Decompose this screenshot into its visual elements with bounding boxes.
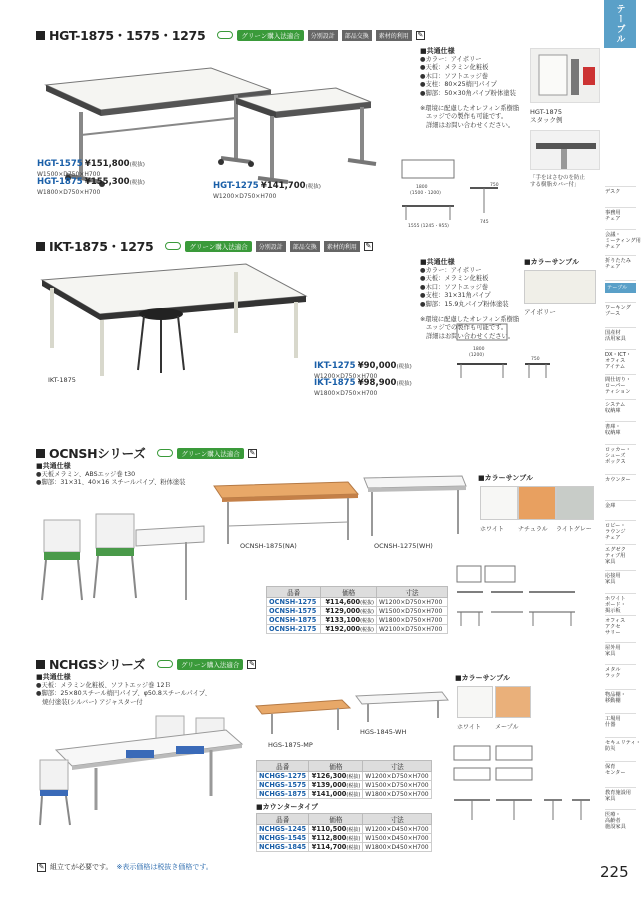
price-value: ¥98,900 xyxy=(357,378,397,388)
sidebar-item[interactable]: 工場用 什器 xyxy=(605,716,621,728)
nchgs-table-drawings xyxy=(252,690,452,740)
wrench-icon: ✎ xyxy=(249,659,255,668)
sidebar-divider xyxy=(605,255,636,256)
model-cell: NCHGS-1275 xyxy=(257,772,309,781)
eco-mark-icon xyxy=(157,449,173,457)
col-header: 価格 xyxy=(321,587,377,598)
section-title: OCNSHシリーズ xyxy=(49,446,146,461)
page-number: 225 xyxy=(600,863,629,881)
col-header: 品番 xyxy=(257,814,309,825)
sidebar-item[interactable]: デスク xyxy=(605,189,621,195)
size-text: W1200×D750×H700 xyxy=(213,193,277,200)
sidebar-item[interactable]: 屋外用 家具 xyxy=(605,645,621,657)
footer-note xyxy=(37,862,213,872)
tax-label: (税抜) xyxy=(129,162,145,168)
model-number: HGT-1275 xyxy=(213,181,259,191)
table-row xyxy=(257,834,432,843)
spec-ocnsh xyxy=(36,462,185,488)
note-line: エッジでの製作も可能です。 xyxy=(426,324,508,332)
green-badge: グリーン購入法適合 xyxy=(237,30,303,41)
table-row xyxy=(257,772,432,781)
spec-line: 焼付塗装(シルバー) アジャスター付 xyxy=(36,698,143,706)
price-value: ¥151,800 xyxy=(84,159,130,169)
sidebar-item[interactable]: 金庫 xyxy=(605,503,616,509)
svg-text:745: 745 xyxy=(480,220,489,225)
square-icon xyxy=(36,242,45,251)
spec-line: ●カラー：アイボリー xyxy=(420,266,482,274)
wrench-icon: ✎ xyxy=(365,241,372,250)
tax-note: ※表示価格は税抜き価格です。 xyxy=(116,863,213,871)
counter-type-title: ■カウンタータイプ xyxy=(256,803,318,811)
svg-text:1555 (1245・955): 1555 (1245・955) xyxy=(408,224,449,229)
color-swatch-natural xyxy=(518,486,556,520)
color-swatch-lightgray xyxy=(556,486,594,520)
table-row xyxy=(257,825,432,834)
sidebar-item[interactable]: ホワイト ボード・ 掲示板 xyxy=(605,596,626,614)
price-hgt-1275 xyxy=(213,182,321,201)
spec-line: ●脚部：50×30角パイプ粉体塗装 xyxy=(420,89,516,97)
table-row xyxy=(257,781,432,790)
spec-line: ●天板：メラミン化粧板 xyxy=(420,64,489,72)
sidebar-divider xyxy=(605,349,636,350)
price-value: ¥155,300 xyxy=(84,177,130,187)
sidebar-divider xyxy=(605,207,636,208)
spec-title: ■共通仕様 xyxy=(420,258,455,266)
color-label: ホワイト xyxy=(480,526,504,533)
ikt-caption: IKT-1875 xyxy=(48,376,76,384)
sidebar-item[interactable]: 書庫・ 収納庫 xyxy=(605,424,621,436)
tag-badge: 素材的利用 xyxy=(376,30,412,41)
assembly-note: 組立てが必要です。 xyxy=(50,863,113,871)
color-swatch-white xyxy=(480,486,518,520)
price-table-nchgs xyxy=(256,760,432,799)
sidebar-item[interactable]: セキュリティ・ 防災 xyxy=(605,740,641,752)
model-cell: OCNSH-1275 xyxy=(267,598,321,607)
size-cell: W1500×D450×H700 xyxy=(363,834,432,843)
hand-guard-caption: 「手をはさむのを防止 する樹脂カバー付」 xyxy=(530,175,586,188)
price-cell: ¥192,000(税抜) xyxy=(321,625,377,634)
table-row xyxy=(267,625,448,634)
note-line: ※環境に配慮したオレフィン系樹脂 xyxy=(420,104,520,112)
sidebar-item[interactable]: エグゼク ティブ用 家具 xyxy=(605,547,626,565)
stack-photo xyxy=(530,48,600,103)
counter-title xyxy=(256,803,318,812)
sidebar-divider xyxy=(605,520,636,521)
sidebar-divider xyxy=(605,544,636,545)
color-sample-nchgs xyxy=(455,674,510,683)
size-text: W1200×D750×H700 xyxy=(314,373,378,380)
tax-label: (税抜) xyxy=(305,184,321,190)
sidebar-divider xyxy=(605,327,636,328)
sidebar-divider xyxy=(605,642,636,643)
model-number: HGT-1875 xyxy=(37,177,83,187)
table-row xyxy=(267,607,448,616)
sidebar-divider xyxy=(605,593,636,594)
sidebar-item[interactable]: 間仕切り・ ローパー ティション xyxy=(605,377,631,395)
sidebar-divider xyxy=(605,444,636,445)
sidebar-divider xyxy=(605,737,636,738)
tax-label: (税抜) xyxy=(396,381,412,387)
price-cell: ¥129,000(税抜) xyxy=(321,607,377,616)
spec-title: ■共通仕様 xyxy=(36,462,71,470)
sidebar-tab[interactable] xyxy=(604,0,636,48)
sidebar-item[interactable]: メタル ラック xyxy=(605,667,621,679)
sidebar-divider xyxy=(605,570,636,571)
spec-line: ●天板メラミン、ABSエッジ巻 t30 xyxy=(36,470,136,478)
sidebar-item[interactable]: 保育 センター xyxy=(605,764,626,776)
price-value: ¥90,000 xyxy=(357,361,397,371)
spec-line: ●カラー：アイボリー xyxy=(420,55,482,63)
sidebar-divider xyxy=(605,186,636,187)
tag-badge: 分別設計 xyxy=(256,241,286,252)
sidebar-item[interactable]: 折りたたみ チェア xyxy=(605,258,631,270)
nchgs-caption-2: HGS-1845-WH xyxy=(360,728,407,736)
size-cell: W1500×D750×H700 xyxy=(377,607,448,616)
note-line: エッジでの製作も可能です。 xyxy=(426,113,508,121)
note-line: 詳細はお問い合わせください。 xyxy=(426,121,515,129)
col-header: 価格 xyxy=(309,814,363,825)
sidebar-divider xyxy=(605,229,636,230)
tax-label: (税抜) xyxy=(396,364,412,370)
model-cell: NCHGS-1575 xyxy=(257,781,309,790)
ocnsh-caption-2: OCNSH-1275(WH) xyxy=(374,542,433,550)
sidebar-item[interactable]: ロッカー・ シューズ ボックス xyxy=(605,447,631,465)
spec-line: ●脚部：15.9丸パイプ粉体塗装 xyxy=(420,300,509,308)
table-row xyxy=(267,598,448,607)
sidebar-divider xyxy=(605,809,636,810)
spec-title: ■共通仕様 xyxy=(420,47,455,55)
sidebar-divider xyxy=(605,664,636,665)
eco-mark-icon xyxy=(165,242,181,250)
sidebar-item[interactable]: システム 収納庫 xyxy=(605,402,626,414)
color-label: ライトグレー xyxy=(556,526,592,533)
size-cell: W1200×D750×H700 xyxy=(377,598,448,607)
spec-line: ●支柱：80×25楕円パイプ xyxy=(420,81,497,89)
sidebar-item[interactable]: DX・ICT・ オフィス アイテム xyxy=(605,352,632,370)
ocnsh-caption-1: OCNSH-1875(NA) xyxy=(240,542,297,550)
wrench-icon: ✎ xyxy=(249,448,256,457)
model-cell: OCNSH-2175 xyxy=(267,625,321,634)
price-cell: ¥139,000(税抜) xyxy=(309,781,363,790)
section-header-nchgs xyxy=(36,655,256,673)
spec-line: ●天板：メラミン化粧板 xyxy=(420,275,489,283)
green-badge: グリーン購入法適合 xyxy=(177,659,243,670)
square-icon xyxy=(36,449,45,458)
size-text: W1800×D750×H700 xyxy=(314,390,378,397)
color-label: アイボリー xyxy=(524,308,556,316)
price-cell: ¥141,000(税抜) xyxy=(309,790,363,799)
price-cell: ¥126,300(税抜) xyxy=(309,772,363,781)
nchgs-illustration xyxy=(36,710,246,830)
sidebar-divider xyxy=(605,399,636,400)
table-row xyxy=(267,616,448,625)
size-cell: W1800×D750×H700 xyxy=(363,790,432,799)
price-cell: ¥110,500(税抜) xyxy=(309,825,363,834)
price-table-ocnsh xyxy=(266,586,448,634)
model-number: IKT-1275 xyxy=(314,361,356,371)
ikt-dimension-drawing xyxy=(455,322,565,382)
section-title: IKT-1875・1275 xyxy=(49,239,154,254)
sidebar-item[interactable]: 会議・ ミーティング用 チェア xyxy=(605,232,641,250)
price-cell: ¥114,600(税抜) xyxy=(321,598,377,607)
size-text: W1800×D750×H700 xyxy=(37,189,101,196)
sidebar-divider xyxy=(605,421,636,422)
nchgs-dimension-drawing xyxy=(452,742,600,832)
sidebar-divider xyxy=(605,374,636,375)
hand-guard-photo xyxy=(530,130,600,170)
ocnsh-chair-illustration xyxy=(36,500,206,610)
wrench-icon: ✎ xyxy=(38,862,45,871)
color-label: ナチュラル xyxy=(518,526,548,533)
hgt-dimension-drawing xyxy=(398,158,528,230)
sidebar-item[interactable]: 国産材 活用家具 xyxy=(605,330,626,342)
color-sample-ocnsh xyxy=(478,474,533,483)
ocnsh-dimension-drawing xyxy=(455,562,595,638)
sidebar-item[interactable]: 教育施設用 家具 xyxy=(605,790,631,802)
col-header: 寸法 xyxy=(363,814,432,825)
green-badge: グリーン購入法適合 xyxy=(185,241,251,252)
sidebar-divider xyxy=(605,713,636,714)
price-cell: ¥133,100(税抜) xyxy=(321,616,377,625)
spec-line: ●脚部：31×31、40×16 スチールパイプ、粉体塗装 xyxy=(36,479,186,487)
note-line: 詳細はお問い合わせください。 xyxy=(426,332,515,340)
svg-text:(1500・1200): (1500・1200) xyxy=(410,191,441,196)
sidebar-item[interactable]: オフィス アクセ サリー xyxy=(605,618,626,636)
section-title: NCHGSシリーズ xyxy=(49,657,146,672)
color-sample-title: ■カラーサンプル xyxy=(478,474,533,482)
tag-badge: 素材的利用 xyxy=(324,241,360,252)
eco-mark-icon xyxy=(157,660,173,668)
spec-line: ●支柱：31×31角パイプ xyxy=(420,292,491,300)
tag-badge: 部品交換 xyxy=(342,30,372,41)
spec-line: ●木口：ソフトエッジ巻 xyxy=(420,283,489,291)
sidebar-item[interactable]: カウンター xyxy=(605,477,631,483)
sidebar-item[interactable]: 物品棚・ 移動棚 xyxy=(605,692,626,704)
section-header-ocnsh xyxy=(36,444,257,462)
sidebar-tab-label: テーブル xyxy=(614,4,625,44)
model-number: IKT-1875 xyxy=(314,378,356,388)
nchgs-caption-1: HGS-1875-MP xyxy=(268,741,313,749)
sidebar-item[interactable]: 応接用 家具 xyxy=(605,573,621,585)
sidebar-divider xyxy=(605,761,636,762)
color-sample-ikt xyxy=(524,258,579,267)
color-label: ホワイト xyxy=(457,724,481,731)
stack-caption: HGT-1875 スタック例 xyxy=(530,108,563,124)
color-label: メープル xyxy=(495,724,519,731)
spec-line: ●天板：メラミン化粧板、ソフトエッジ巻 12Ｂ xyxy=(36,681,171,689)
spec-nchgs xyxy=(36,673,211,707)
price-table-nchgs-counter xyxy=(256,813,432,852)
model-cell: NCHGS-1245 xyxy=(257,825,309,834)
size-cell: W1800×D450×H700 xyxy=(363,843,432,852)
spec-title: ■共通仕様 xyxy=(36,673,71,681)
color-swatch-white xyxy=(457,686,493,718)
size-text: W1500×D750×H700 xyxy=(37,171,101,178)
col-header: 寸法 xyxy=(363,761,432,772)
model-number: HGT-1575 xyxy=(37,159,83,169)
spec-line: ●脚部：25×80スチール楕円パイプ、φ50.8スチールパイプ、 xyxy=(36,690,211,698)
size-cell: W2100×D750×H700 xyxy=(377,625,448,634)
model-cell: NCHGS-1545 xyxy=(257,834,309,843)
size-cell: W1200×D450×H700 xyxy=(363,825,432,834)
color-swatch-maple xyxy=(495,686,531,718)
size-cell: W1500×D750×H700 xyxy=(363,781,432,790)
svg-text:(1200): (1200) xyxy=(469,353,484,358)
sidebar-item[interactable]: テーブル xyxy=(605,283,636,293)
col-header: 寸法 xyxy=(377,587,448,598)
wrench-icon: ✎ xyxy=(417,30,424,39)
price-hgt-1875 xyxy=(37,178,145,197)
spec-hgt xyxy=(420,47,519,130)
square-icon xyxy=(36,31,45,40)
table-row xyxy=(257,843,432,852)
model-cell: NCHGS-1845 xyxy=(257,843,309,852)
model-cell: OCNSH-1875 xyxy=(267,616,321,625)
sidebar-divider xyxy=(605,302,636,303)
square-icon xyxy=(36,660,45,669)
svg-text:750: 750 xyxy=(490,183,499,188)
section-title: HGT-1875・1575・1275 xyxy=(49,28,206,43)
svg-text:750: 750 xyxy=(531,357,540,362)
sidebar-divider xyxy=(605,787,636,788)
sidebar-divider xyxy=(605,500,636,501)
svg-text:1800: 1800 xyxy=(473,347,485,352)
col-header: 価格 xyxy=(309,761,363,772)
price-cell: ¥114,700(税抜) xyxy=(309,843,363,852)
size-cell: W1200×D750×H700 xyxy=(363,772,432,781)
price-value: ¥141,700 xyxy=(260,181,306,191)
svg-text:1800: 1800 xyxy=(416,185,428,190)
model-cell: NCHGS-1875 xyxy=(257,790,309,799)
model-cell: OCNSH-1575 xyxy=(267,607,321,616)
section-header-hgt xyxy=(36,26,425,44)
tax-label: (税抜) xyxy=(129,180,145,186)
spec-line: ●木口：ソフトエッジ巻 xyxy=(420,72,489,80)
green-badge: グリーン購入法適合 xyxy=(177,448,243,459)
sidebar-divider xyxy=(605,689,636,690)
tag-badge: 分別設計 xyxy=(308,30,338,41)
sidebar-divider xyxy=(605,474,636,475)
sidebar-divider xyxy=(605,615,636,616)
sidebar-divider xyxy=(605,280,636,281)
sidebar-item[interactable]: 医療・ 高齢者 施設家具 xyxy=(605,812,626,830)
tag-badge: 部品交換 xyxy=(290,241,320,252)
color-sample-title: ■カラーサンプル xyxy=(455,674,510,682)
note-line: ※環境に配慮したオレフィン系樹脂 xyxy=(420,315,520,323)
col-header: 品番 xyxy=(267,587,321,598)
col-header: 品番 xyxy=(257,761,309,772)
ikt-table-illustration xyxy=(36,258,316,378)
table-row xyxy=(257,790,432,799)
price-cell: ¥112,800(税抜) xyxy=(309,834,363,843)
color-swatch-ivory xyxy=(524,270,596,304)
sidebar-item[interactable]: 事務用 チェア xyxy=(605,210,621,222)
price-ikt-1875 xyxy=(314,379,412,398)
color-sample-title: ■カラーサンプル xyxy=(524,258,579,266)
eco-mark-icon xyxy=(217,31,233,39)
section-header-ikt xyxy=(36,237,373,255)
size-cell: W1800×D750×H700 xyxy=(377,616,448,625)
sidebar-item[interactable]: ワーキング ブース xyxy=(605,305,631,317)
sidebar-item[interactable]: ロビー・ ラウンジ チェア xyxy=(605,523,626,541)
